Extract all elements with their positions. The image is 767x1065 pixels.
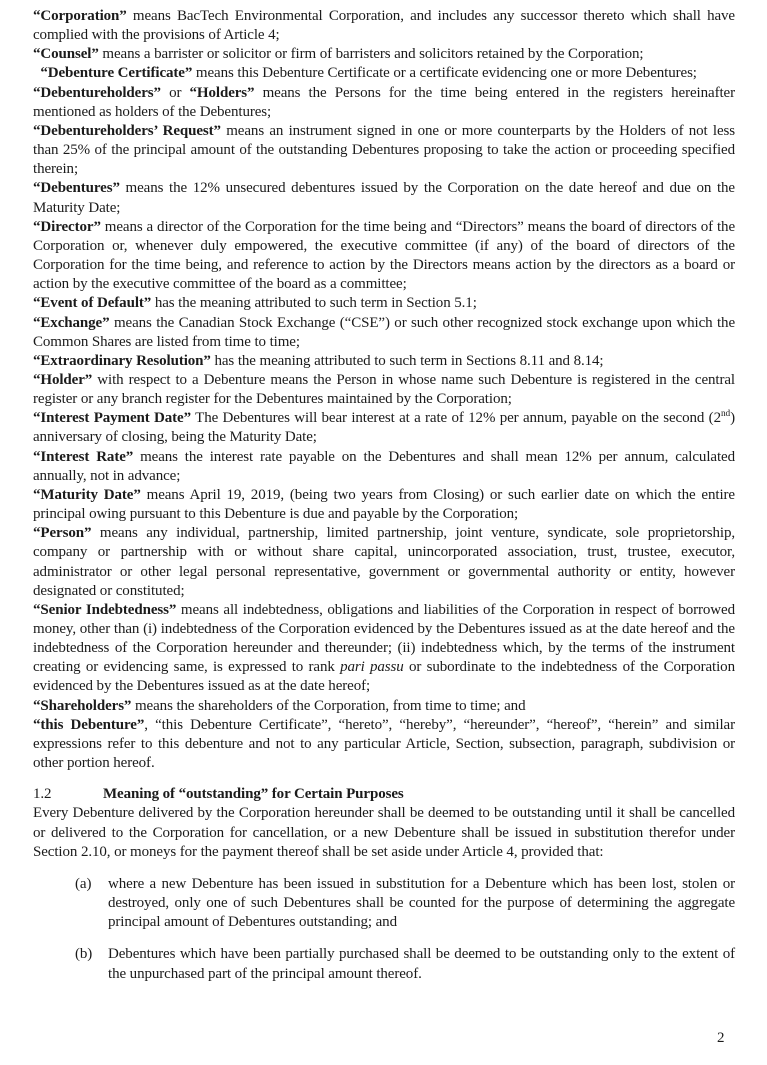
definition-interest-rate: “Interest Rate” means the interest rate payable on the Debentures and shall mean 12% per annum, calculated annually, not in advance;	[33, 448, 735, 484]
definitions-block	[33, 7, 735, 773]
list-item-a-text: where a new Debenture has been issued in substitution for a Debenture which has been lost, stolen or destroyed, only one of such Debentures shall be counted for the purpose of determining the aggregate principal amount of Debentures outstanding; and	[108, 875, 735, 931]
definition-debentureholders: “Debentureholders” or “Holders” means the Persons for the time being entered in the registers hereinafter mentioned as holders of the Debentures;	[33, 84, 735, 120]
list-item-b-text: Debentures which have been partially purchased shall be deemed to be outstanding only to the extent of the unpurchased part of the principal amount thereof.	[108, 946, 735, 982]
definition-debentureholders-request: “Debentureholders’ Request” means an instrument signed in one or more counterparts by the Holders of not less than 25% of the principal amount of the outstanding Debentures proposing to take the action or proceeding specified therein;	[33, 122, 735, 178]
definition-maturity-date: “Maturity Date” means April 19, 2019, (being two years from Closing) or such earlier date on which the entire principal owing pursuant to this Debenture is due and payable by the Corporation;	[33, 486, 735, 523]
list-item-a-marker: (a)	[75, 875, 92, 892]
list-item-b	[33, 945, 735, 983]
definition-shareholders: “Shareholders” means the shareholders of the Corporation, from time to time; and	[33, 697, 526, 714]
definition-corporation: “Corporation” means BacTech Environmental Corporation, and includes any successor thereto which shall have complied with the provisions of Article 4;	[33, 8, 735, 44]
section-title: Meaning of “outstanding” for Certain Purposes	[103, 786, 404, 803]
list-item-b-marker: (b)	[75, 946, 93, 963]
definition-senior-indebtedness: “Senior Indebtedness” means all indebtedness, obligations and liabilities of the Corporation in respect of borrowed money, other than (i) indebtedness of the Corporation evidenced by the Debentures issued as at the date hereof and the indebtedness of the Corporation hereunder and thereunder; (ii) indebtedness which, by the terms of the instrument creating or evidencing same, is expressed to rank pari passu or subordinate to the indebtedness of the Corporation evidenced by the Debentures issued as at the date hereof;	[33, 601, 735, 695]
definition-director: “Director” means a director of the Corporation for the time being and “Directors” means the board of directors of the Corporation or, whenever duly empowered, the executive committee (if any) of the board of directors of the Corporation for the time being, and reference to action by the Directors means action by the directors as a board or action by the executive committee of the board as a committee;	[33, 218, 735, 293]
definition-event-of-default: “Event of Default” has the meaning attributed to such term in Section 5.1;	[33, 295, 477, 312]
section-intro-paragraph: Every Debenture delivered by the Corporation hereunder shall be deemed to be outstanding until it shall be cancelled or delivered to the Corporation for cancellation, or a new Debenture shall be issued in substitution therefor under Section 2.10, or moneys for the payment thereof shall be set aside under Article 4, provided that:	[33, 805, 735, 860]
definition-exchange: “Exchange” means the Canadian Stock Exchange (“CSE”) or such other recognized stock exchange upon which the Common Shares are listed from time to time;	[33, 314, 735, 350]
definition-this-debenture: “this Debenture”, “this Debenture Certificate”, “hereto”, “hereby”, “hereunder”, “hereof”, “herein” and similar expressions refer to this debenture and not to any particular Article, Section, subsection, paragraph, subdivision or other portion hereof.	[33, 716, 735, 772]
definition-extraordinary-resolution: “Extraordinary Resolution” has the meaning attributed to such term in Sections 8.11 and 8.14;	[33, 352, 604, 369]
definition-interest-payment-date: “Interest Payment Date” The Debentures will bear interest at a rate of 12% per annum, payable on the second (2nd) anniversary of closing, being the Maturity Date;	[33, 409, 735, 446]
definition-debentures: “Debentures” means the 12% unsecured debentures issued by the Corporation on the date hereof and due on the Maturity Date;	[33, 180, 735, 216]
list-item-a	[33, 875, 735, 932]
definition-counsel: “Counsel” means a barrister or solicitor or firm of barristers and solicitors retained by the Corporation;	[33, 46, 644, 63]
definition-debenture-certificate: “Debenture Certificate” means this Debenture Certificate or a certificate evidencing one or more Debentures;	[40, 65, 697, 82]
page-number: 2	[717, 1030, 725, 1046]
definition-person: “Person” means any individual, partnership, limited partnership, joint venture, syndicate, sole proprietorship, company or partnership with or without share capital, unincorporated association, trust, trustee, executor, administrator or other legal personal representative, government or governmental authority or entity, however designated or constituted;	[33, 525, 735, 599]
section-number: 1.2	[33, 786, 52, 803]
definition-holder: “Holder” with respect to a Debenture means the Person in whose name such Debenture is registered in the central register or any branch register for the Debentures maintained by the Corporation;	[33, 371, 735, 408]
section-heading	[33, 785, 735, 804]
